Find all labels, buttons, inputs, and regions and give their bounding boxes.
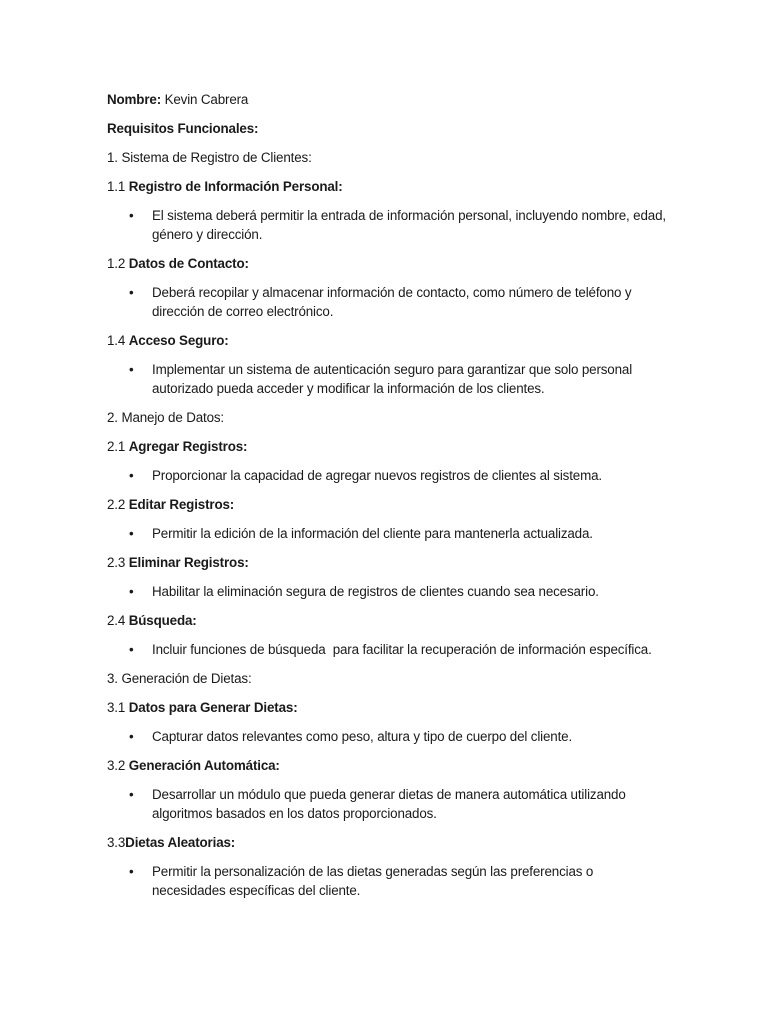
name-label: Nombre: [107,92,162,107]
requirement-number: 2.4 [107,613,129,628]
requirement-heading [107,698,667,717]
bullet-text: Permitir la edición de la información del cliente para mantenerla actualizada. [152,526,593,541]
requirement-number: 3.1 [107,700,129,715]
bullet-item [107,640,667,659]
bullet-text: Deberá recopilar y almacenar información de contacto, como número de teléfono y dirección de correo electrónico. [152,285,632,319]
bullet-icon: • [129,729,134,744]
bullet-item [107,862,667,900]
bullet-text: Permitir la personalización de las dietas generadas según las preferencias o necesidades específicas del cliente. [152,864,594,898]
bullet-item [107,283,667,321]
bullet-icon: • [129,584,134,599]
requirement-title: Generación Automática: [128,758,280,773]
requirement-heading [107,177,667,196]
bullet-text: Proporcionar la capacidad de agregar nuevos registros de clientes al sistema. [152,468,602,483]
requirement-number: 2.3 [107,555,129,570]
requirement-number: 1.4 [107,333,129,348]
bullet-icon: • [129,787,134,802]
bullet-text: Habilitar la eliminación segura de registros de clientes cuando sea necesario. [152,584,599,599]
bullet-item [107,524,667,543]
bullet-text: El sistema deberá permitir la entrada de información personal, incluyendo nombre, edad, género y dirección. [152,208,666,242]
requirement-title: Acceso Seguro: [128,333,229,348]
bullet-text: Incluir funciones de búsqueda para facilitar la recuperación de información específica. [152,642,652,657]
requirement-number: 3.3 [107,835,126,850]
requirement-number: 1.1 [107,179,129,194]
section-title: 1. Sistema de Registro de Clientes: [107,150,312,165]
requirement-number: 1.2 [107,256,129,271]
bullet-icon: • [129,362,134,377]
requirement-number: 2.2 [107,497,129,512]
bullet-icon: • [129,285,134,300]
bullet-text: Desarrollar un módulo que pueda generar dietas de manera automática utilizando algoritmos basados en los datos proporcionados. [152,787,626,821]
bullet-item [107,206,667,244]
requirement-heading [107,553,667,572]
bullet-icon: • [129,468,134,483]
bullet-item [107,727,667,746]
document-page [107,90,667,910]
section-title: 3. Generación de Dietas: [107,671,252,686]
requirement-number: 2.1 [107,439,129,454]
bullet-icon: • [129,642,134,657]
section-title: 2. Manejo de Datos: [107,410,224,425]
requirement-title: Eliminar Registros: [128,555,249,570]
requirements-title: Requisitos Funcionales: [107,121,259,136]
requirement-title: Datos para Generar Dietas: [128,700,298,715]
requirement-heading [107,756,667,775]
requirement-title: Datos de Contacto: [128,256,249,271]
requirement-title: Agregar Registros: [128,439,248,454]
requirement-heading [107,254,667,273]
requirement-heading [107,833,667,852]
requirement-heading [107,611,667,630]
requirement-heading [107,331,667,350]
name-line [107,90,667,109]
requirement-heading [107,495,667,514]
bullet-item [107,360,667,398]
name-value: Kevin Cabrera [161,92,249,107]
requirement-number: 3.2 [107,758,129,773]
bullet-icon: • [129,526,134,541]
requirement-heading [107,437,667,456]
bullet-item [107,582,667,601]
bullet-text: Capturar datos relevantes como peso, altura y tipo de cuerpo del cliente. [152,729,573,744]
bullet-item [107,785,667,823]
requirement-title: Búsqueda: [128,613,197,628]
bullet-icon: • [129,208,134,223]
bullet-item [107,466,667,485]
bullet-text: Implementar un sistema de autenticación seguro para garantizar que solo personal autorizado pueda acceder y modificar la información de los clientes. [152,362,633,396]
bullet-icon: • [129,864,134,879]
requirement-title: Registro de Información Personal: [128,179,343,194]
requirement-title: Dietas Aleatorias: [125,835,236,850]
requirement-title: Editar Registros: [128,497,235,512]
